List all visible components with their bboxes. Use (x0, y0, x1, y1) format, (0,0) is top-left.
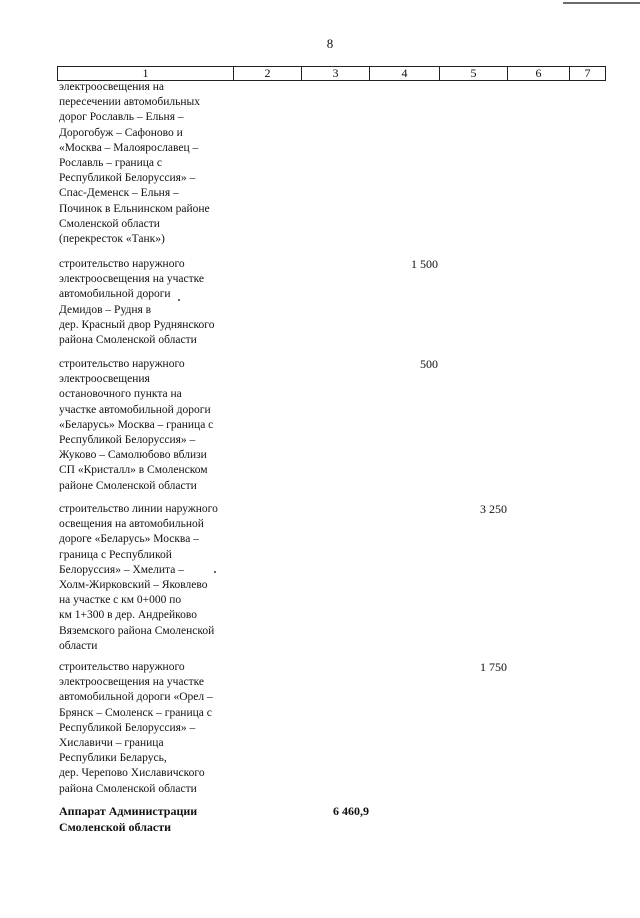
column-header-4: 4 (370, 67, 440, 81)
column-header-2: 2 (234, 67, 302, 81)
page-number: 8 (326, 36, 334, 51)
row-description: строительство наружного электроосвещения на участке автомобильной дороги Демидов – Рудня в дер. Красный двор Руднянского района Смоленской области (59, 258, 215, 347)
row-description: строительство линии наружного освещения на автомобильной дороге «Беларусь» Москва – граница с Республикой Белоруссия» – Хмелита – Холм-Жирковский – Яковлево на участке с км 0+000 по км 1+300 в дер. Андрейково Вяземского района Смоленской области (59, 503, 218, 652)
row-value-col4: 1 500 (411, 257, 438, 271)
column-header-6: 6 (508, 67, 570, 81)
row-value-col5: 3 250 (480, 502, 507, 516)
column-header-5: 5 (440, 67, 508, 81)
row-value-col5: 1 750 (480, 660, 507, 674)
row-value-col4: 500 (420, 357, 438, 371)
scan-speck (214, 571, 216, 573)
column-header-table (57, 66, 606, 81)
column-header-3: 3 (302, 67, 370, 81)
row-description: электроосвещения на пересечении автомобильных дорог Рославль – Ельня – Дорогобуж – Сафоново и «Москва – Малоярославец – Рославль – граница с Республикой Белоруссия» – Спас-Деменск – Ельня – Починок в Ельнинском районе Смоленской области (перекресток «Танк») (59, 81, 210, 246)
scan-speck (178, 299, 180, 301)
row-description: строительство наружного электроосвещения остановочного пункта на участке автомобильной дороги «Беларусь» Москва – граница с Республикой Белоруссия» – Жуково – Самолюбово вблизи СП «Кристалл» в Смоленском районе Смоленской области (59, 358, 214, 492)
summary-description: Аппарат Администрации Смоленской области (59, 804, 198, 834)
row-description: строительство наружного электроосвещения на участке автомобильной дороги «Орел – Брянск – Смоленск – граница с Республикой Белоруссия» – Хиславичи – граница Республики Беларусь, дер. Черепово Хиславичского района Смоленской области (59, 661, 213, 795)
column-header-1: 1 (58, 67, 234, 81)
summary-value-col3: 6 460,9 (333, 804, 369, 818)
column-header-7: 7 (570, 67, 606, 81)
scan-top-rule (0, 2, 640, 4)
